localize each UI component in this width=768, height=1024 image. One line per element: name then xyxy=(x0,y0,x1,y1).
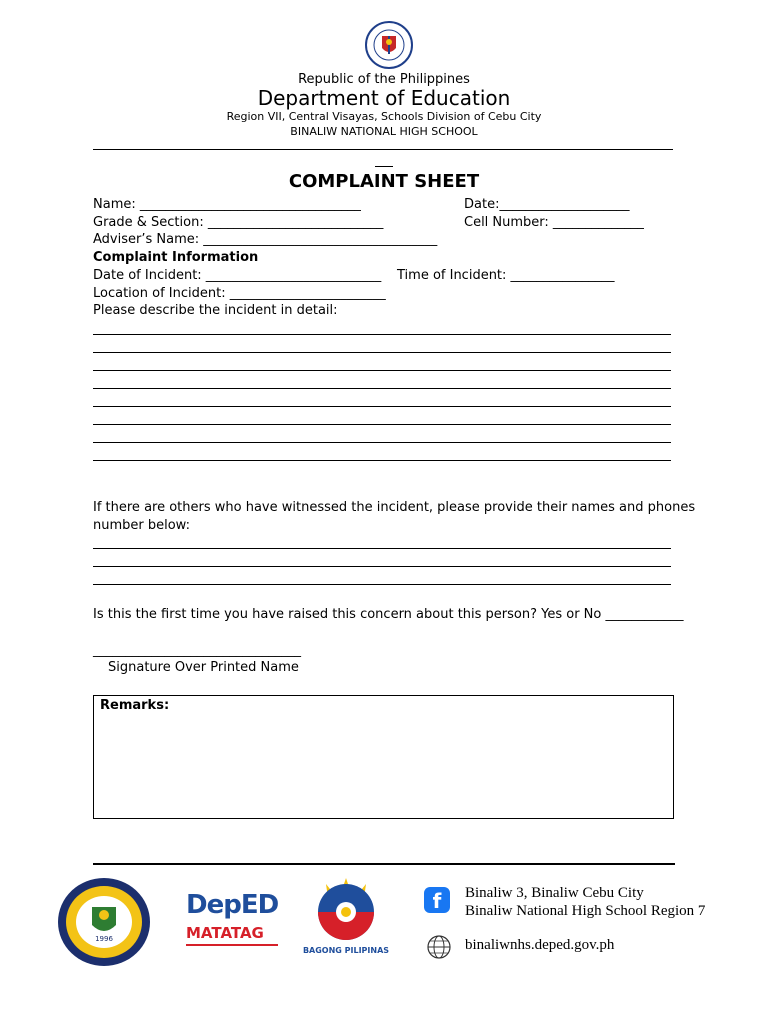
location-field[interactable]: Location of Incident: ________________________ xyxy=(93,286,386,301)
description-line[interactable] xyxy=(93,424,671,425)
matatag-text: MATATAG xyxy=(186,924,264,942)
name-field[interactable]: Name: __________________________________ xyxy=(93,197,361,212)
witness-prompt-line2: number below: xyxy=(93,518,190,533)
witness-lines[interactable] xyxy=(93,548,671,602)
page-title: COMPLAINT SHEET xyxy=(288,171,480,192)
witness-prompt-line1: If there are others who have witnessed the incident, please provide their names and phones xyxy=(93,500,696,515)
bagong-pilipinas-text: BAGONG PILIPINAS xyxy=(302,946,390,955)
school-name-text: BINALIW NATIONAL HIGH SCHOOL xyxy=(290,125,478,138)
region-text: Region VII, Central Visayas, Schools Division of Cebu City xyxy=(226,110,542,123)
remarks-label: Remarks: xyxy=(100,698,170,713)
grade-section-field[interactable]: Grade & Section: ___________________________ xyxy=(93,215,384,230)
description-line[interactable] xyxy=(93,352,671,353)
description-line[interactable] xyxy=(93,406,671,407)
school-seal-logo xyxy=(56,877,152,967)
website-link[interactable]: binaliwnhs.deped.gov.ph xyxy=(465,937,615,953)
complaint-info-heading: Complaint Information xyxy=(93,250,259,265)
first-time-question[interactable]: Is this the first time you have raised this concern about this person? Yes or No ____________ xyxy=(93,607,684,622)
date-field[interactable]: Date:____________________ xyxy=(464,197,630,212)
school-region-text: Binaliw National High School Region 7 xyxy=(465,903,706,919)
witness-line[interactable] xyxy=(93,566,671,567)
adviser-field[interactable]: Adviser’s Name: ____________________________________ xyxy=(93,232,438,247)
header-divider xyxy=(93,149,673,150)
description-line[interactable] xyxy=(93,334,671,335)
bagong-pilipinas-logo xyxy=(304,876,388,950)
describe-label: Please describe the incident in detail: xyxy=(93,303,338,318)
witness-line[interactable] xyxy=(93,584,671,585)
description-line[interactable] xyxy=(93,442,671,443)
deped-seal-logo xyxy=(364,20,414,70)
witness-line[interactable] xyxy=(93,548,671,549)
time-incident-field[interactable]: Time of Incident: ________________ xyxy=(397,268,615,283)
date-incident-field[interactable]: Date of Incident: ___________________________ xyxy=(93,268,382,283)
deped-logo-text: DepED xyxy=(186,890,279,920)
school-seal-year: 1996 xyxy=(95,935,113,943)
description-lines[interactable] xyxy=(93,334,671,478)
description-line[interactable] xyxy=(93,460,671,461)
address-text: Binaliw 3, Binaliw Cebu City xyxy=(465,885,644,901)
facebook-icon[interactable]: f xyxy=(424,887,450,913)
signature-label: Signature Over Printed Name xyxy=(108,660,299,675)
remarks-box[interactable] xyxy=(93,695,674,819)
cell-number-field[interactable]: Cell Number: ______________ xyxy=(464,215,644,230)
deped-underline xyxy=(186,944,278,946)
department-title: Department of Education xyxy=(257,86,511,110)
republic-text: Republic of the Philippines xyxy=(298,72,470,87)
description-line[interactable] xyxy=(93,388,671,389)
signature-line[interactable]: ________________________________ xyxy=(93,643,301,658)
globe-icon xyxy=(426,932,452,962)
header-divider-tail xyxy=(375,166,393,167)
description-line[interactable] xyxy=(93,370,671,371)
footer-divider xyxy=(93,863,675,865)
deped-matatag-logo xyxy=(186,878,282,962)
